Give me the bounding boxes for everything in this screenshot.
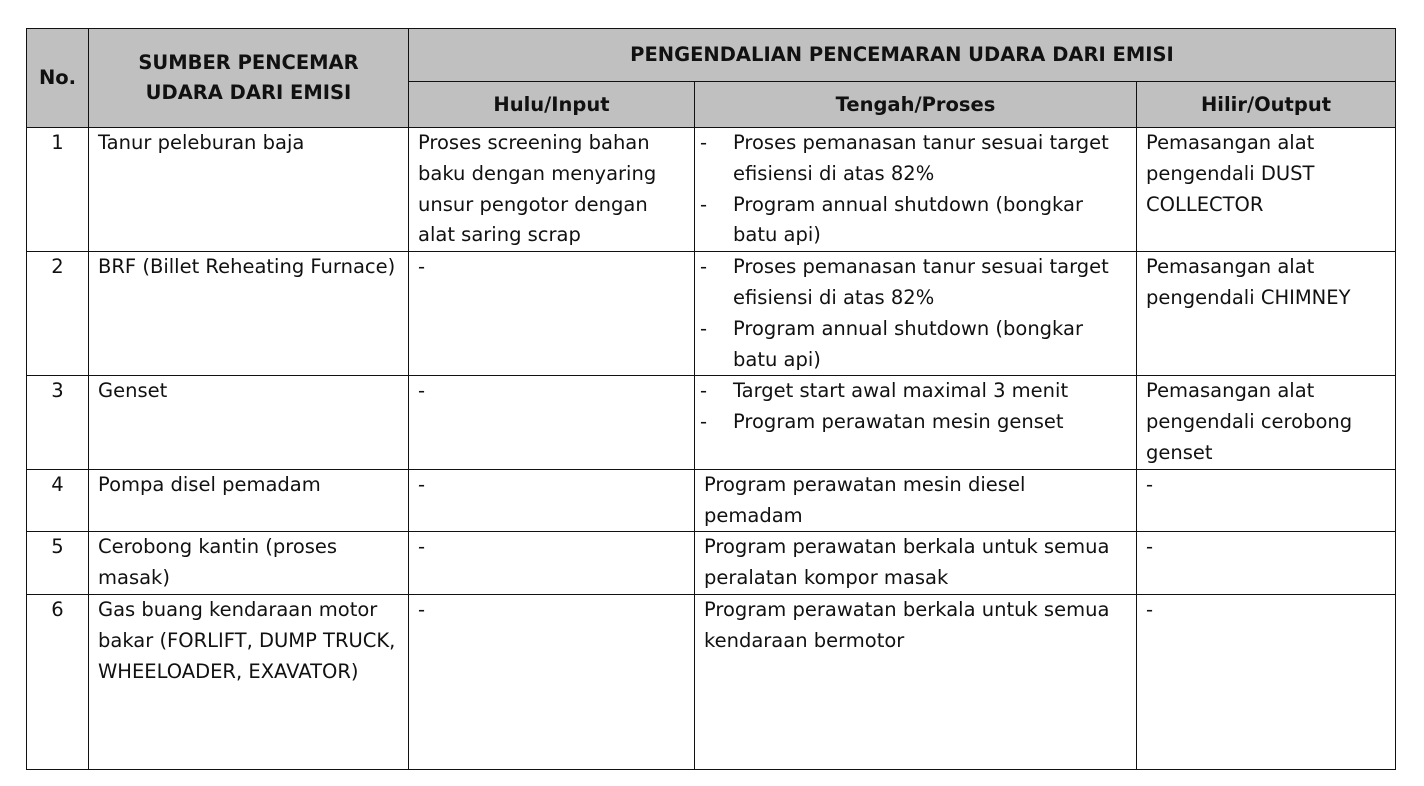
process-list <box>695 128 1128 251</box>
downstream-cell: - <box>1137 594 1396 769</box>
downstream-cell: Pemasangan alat pengendali DUST COLLECTOR <box>1137 128 1396 252</box>
process-item: - Target start awal maximal 3 menit <box>695 376 1128 407</box>
source-cell: Pompa disel pemadam <box>89 469 409 532</box>
row-number: 4 <box>27 469 89 532</box>
header-row-1 <box>27 29 1396 82</box>
source-cell: Cerobong kantin (proses masak) <box>89 532 409 595</box>
process-item: - Proses pemanasan tanur sesuai target efisiensi di atas 82% <box>695 252 1128 314</box>
row-number: 2 <box>27 252 89 376</box>
process-item: - Program perawatan mesin genset <box>695 407 1128 438</box>
upstream-cell: - <box>409 594 695 769</box>
header-no: No. <box>27 29 89 128</box>
header-downstream: Hilir/Output <box>1137 82 1396 128</box>
source-cell: Tanur peleburan baja <box>89 128 409 252</box>
row-number: 1 <box>27 128 89 252</box>
upstream-cell: - <box>409 376 695 469</box>
downstream-cell: - <box>1137 532 1396 595</box>
header-upstream: Hulu/Input <box>409 82 695 128</box>
header-control-group: PENGENDALIAN PENCEMARAN UDARA DARI EMISI <box>409 29 1396 82</box>
process-item: - Program annual shutdown (bongkar batu api) <box>695 190 1128 252</box>
table-row <box>27 376 1396 469</box>
process-cell: Program perawatan berkala untuk semua peralatan kompor masak <box>695 532 1137 595</box>
source-cell: Gas buang kendaraan motor bakar (FORLIFT, DUMP TRUCK, WHEELOADER, EXAVATOR) <box>89 594 409 769</box>
process-item: - Program annual shutdown (bongkar batu api) <box>695 314 1128 376</box>
source-cell: BRF (Billet Reheating Furnace) <box>89 252 409 376</box>
header-source: SUMBER PENCEMAR UDARA DARI EMISI <box>89 29 409 128</box>
header-process: Tengah/Proses <box>695 82 1137 128</box>
upstream-cell: - <box>409 252 695 376</box>
process-list <box>695 376 1128 438</box>
table-row <box>27 252 1396 376</box>
source-cell: Genset <box>89 376 409 469</box>
upstream-cell: - <box>409 469 695 532</box>
process-cell: Program perawatan mesin diesel pemadam <box>695 469 1137 532</box>
process-cell: Program perawatan berkala untuk semua kendaraan bermotor <box>695 594 1137 769</box>
table-row <box>27 128 1396 252</box>
upstream-cell: Proses screening bahan baku dengan menyaring unsur pengotor dengan alat saring scrap <box>409 128 695 252</box>
row-number: 3 <box>27 376 89 469</box>
table-row <box>27 469 1396 532</box>
process-item: - Proses pemanasan tanur sesuai target efisiensi di atas 82% <box>695 128 1128 190</box>
emission-control-table <box>26 28 1396 770</box>
process-cell <box>695 376 1137 469</box>
upstream-cell: - <box>409 532 695 595</box>
process-cell <box>695 128 1137 252</box>
process-cell <box>695 252 1137 376</box>
process-list <box>695 252 1128 375</box>
downstream-cell: Pemasangan alat pengendali cerobong genset <box>1137 376 1396 469</box>
row-number: 5 <box>27 532 89 595</box>
downstream-cell: - <box>1137 469 1396 532</box>
row-number: 6 <box>27 594 89 769</box>
table-row <box>27 532 1396 595</box>
table-row <box>27 594 1396 769</box>
downstream-cell: Pemasangan alat pengendali CHIMNEY <box>1137 252 1396 376</box>
